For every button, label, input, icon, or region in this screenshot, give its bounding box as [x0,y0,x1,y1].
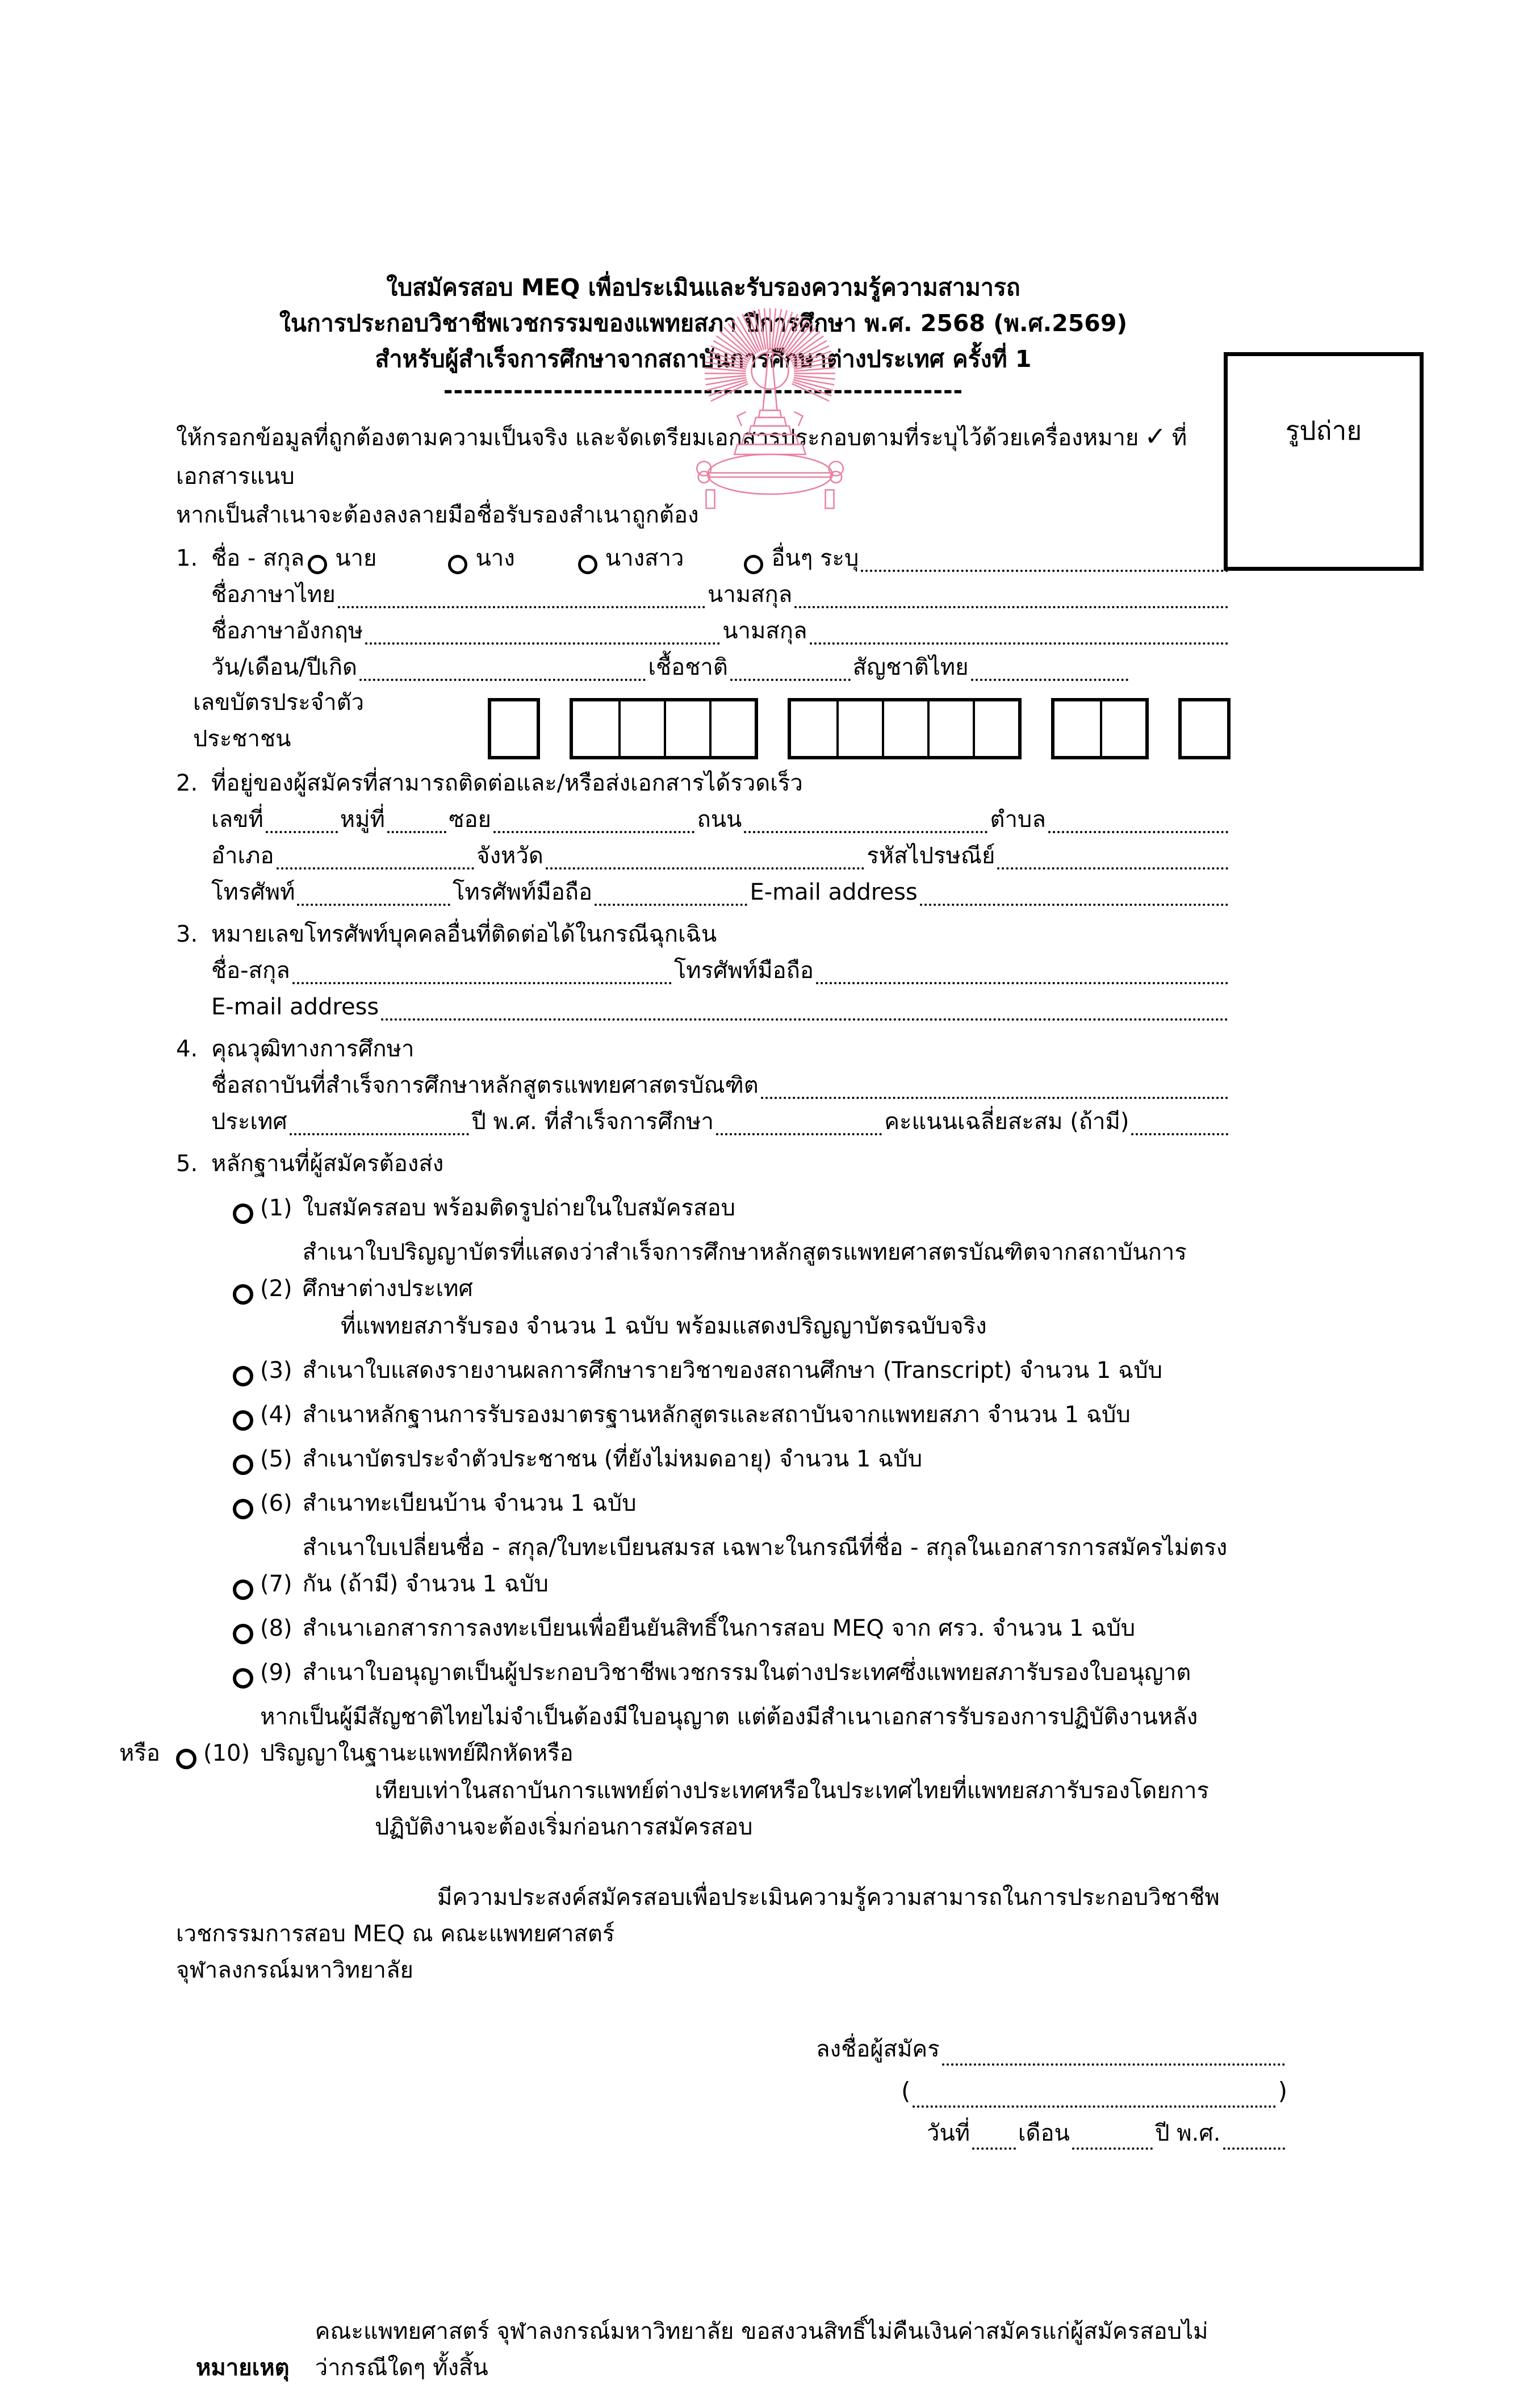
doc-8-number: (8) [260,1615,292,1641]
title-option-mr-label: นาย [335,545,377,571]
month-field[interactable] [1072,2142,1153,2150]
email-label: E-mail address [750,879,918,905]
section2-title-row [176,765,1231,801]
doc-2-text-cont: ที่แพทยสภารับรอง จำนวน 1 ฉบับ พร้อมแสดงปริญญาบัตรฉบับจริง [341,1313,987,1339]
doc-2-text: สำเนาใบปริญญาบัตรที่แสดงว่าสำเร็จการศึกษาหลักสูตรแพทยศาสตรบัณฑิตจากสถาบันการศึกษาต่างประเทศ [302,1239,1187,1302]
section3-number: 3. [176,921,198,947]
signature-label: ลงชื่อผู้สมัคร [816,2036,940,2062]
signature-date-row [927,2112,1287,2154]
country-label: ประเทศ [211,1109,287,1135]
id-digit-box[interactable] [1054,701,1100,756]
eng-name-field[interactable] [365,637,720,645]
mobile-field[interactable] [595,898,747,906]
radio-doc-3[interactable] [233,1366,253,1386]
doc-4-text: สำเนาหลักฐานการรับรองมาตรฐานหลักสูตรและสถาบันจากแพทยสภา จำนวน 1 ฉบับ [302,1402,1131,1428]
doc-1-number: (1) [260,1195,292,1221]
address-row3 [211,874,1231,910]
doc-6-number: (6) [260,1490,292,1516]
eng-surname-label: นามสกุล [722,618,807,644]
document-item-10 [119,1699,1231,1771]
check-mark-icon: ✓ [1144,421,1166,452]
radio-other[interactable] [744,555,763,574]
radio-doc-5[interactable] [233,1455,253,1475]
signature-block [816,2028,1287,2154]
eng-surname-field[interactable] [810,637,1228,645]
nationality-label: สัญชาติไทย [852,654,969,680]
id-digit-group [1178,698,1231,759]
thai-name-label: ชื่อภาษาไทย [211,582,336,608]
title-option-mr [304,540,376,576]
document-item-1 [176,1190,1231,1226]
postcode-field[interactable] [997,862,1228,870]
document-item-7 [176,1530,1231,1602]
id-digit-group [788,698,1022,759]
institution-field[interactable] [761,1091,1228,1099]
gpa-label: คะแนนเฉลี่ยสะสม (ถ้ามี) [884,1109,1129,1135]
closing-line1: มีความประสงค์สมัครสอบเพื่อประเมินความรู้ความสามารถในการประกอบวิชาชีพเวชกรรมการสอบ MEQ ณ คณะแพทยศาสตร์ [176,1884,1220,1947]
address-row2 [211,838,1231,874]
title-option-other-label: อื่นๆ ระบุ [771,545,859,571]
thai-name-field[interactable] [338,600,705,608]
radio-doc-1[interactable] [233,1204,253,1224]
doc-3-number: (3) [260,1357,292,1384]
amphoe-field[interactable] [277,862,474,870]
birthdate-label: วัน/เดือน/ปีเกิด [211,654,358,680]
doc-2-number: (2) [260,1276,292,1302]
tambon-label: ตำบล [990,807,1046,833]
section4-title-row [176,1031,1231,1067]
province-field[interactable] [546,862,864,870]
doc-1-text: ใบสมัครสอบ พร้อมติดรูปถ่ายในใบสมัครสอบ [302,1195,735,1221]
section3-title-row [176,916,1231,952]
birthdate-row [211,649,1231,686]
doc-9-number: (9) [260,1660,292,1686]
document-item-9 [176,1654,1231,1691]
id-digit-group [570,698,758,759]
section5-number: 5. [176,1151,198,1177]
section5-title: หลักฐานที่ผู้สมัครต้องส่ง [211,1151,444,1177]
document-item-2 [176,1234,1231,1307]
emergency-name-label: ชื่อ-สกุล [211,958,290,984]
country-field[interactable] [290,1127,470,1135]
form-title-line1: ใบสมัครสอบ MEQ เพื่อประเมินและรับรองความรู้ความสามารถ [386,274,1020,301]
thai-surname-label: นามสกุล [707,582,793,608]
title-option-other [740,540,859,576]
closing-statement [176,1879,1231,1988]
radio-miss[interactable] [578,555,597,574]
tambon-field[interactable] [1048,825,1228,833]
amphoe-label: อำเภอ [211,843,274,869]
title-separator: ---------------------------------------------------- [443,378,964,404]
eng-name-label: ชื่อภาษาอังกฤษ [211,618,363,644]
radio-doc-4[interactable] [233,1410,253,1431]
id-digit-box[interactable] [618,701,664,756]
national-id-boxes [488,698,1231,759]
doc-5-number: (5) [260,1446,292,1472]
doc-10-text: หากเป็นผู้มีสัญชาติไทยไม่จำเป็นต้องมีใบอนุญาต แต่ต้องมีสำเนาเอกสารรับรองการปฏิบัติงานหลังปริญญาในฐานะแพทย์ฝึกหัดหรือ [260,1704,1198,1766]
radio-mrs[interactable] [448,555,467,574]
paren-close: ) [1278,2077,1287,2105]
soi-label: ซอย [449,807,491,833]
document-item-6 [176,1485,1231,1522]
phone-label: โทรศัพท์ [211,879,295,905]
year-field[interactable] [1223,2142,1286,2150]
form-title-line3: สำหรับผู้สำเร็จการศึกษาจากสถาบันการศึกษาต่างประเทศ ครั้งที่ 1 [375,345,1032,373]
gpa-field[interactable] [1131,1127,1228,1135]
emergency-row1 [211,952,1231,989]
emergency-mobile-field[interactable] [816,976,1228,984]
document-item-5 [176,1441,1231,1477]
road-label: ถนน [697,807,742,833]
id-digit-box[interactable] [664,701,709,756]
footer-note [176,2313,1231,2386]
signature-name-row [901,2070,1287,2112]
signature-field[interactable] [942,2058,1285,2066]
section4-title: คุณวุฒิทางการศึกษา [211,1036,415,1062]
id-digit-box[interactable] [791,701,836,756]
email-field[interactable] [920,898,1228,906]
ethnicity-label: เชื้อชาติ [648,654,728,680]
section1-number: 1. [176,545,198,571]
form-title-line2: ในการประกอบวิชาชีพเวชกรรมของแพทยสภา ปีการศึกษา พ.ศ. 2568 (พ.ศ.2569) [279,310,1128,337]
id-digit-box[interactable] [573,701,618,756]
section2-title: ที่อยู่ของผู้สมัครที่สามารถติดต่อและ/หรือส่งเอกสารได้รวดเร็ว [211,770,803,796]
grad-year-field[interactable] [716,1127,882,1135]
national-id-row [176,690,1231,759]
title-option-miss [575,540,684,576]
road-field[interactable] [744,825,987,833]
radio-doc-9[interactable] [233,1668,253,1689]
doc-8-text: สำเนาเอกสารการลงทะเบียนเพื่อยืนยันสิทธิ์ในการสอบ MEQ จาก ศรว. จำนวน 1 ฉบับ [302,1615,1136,1641]
footer-note-label: หมายเหตุ [196,2355,290,2381]
section4-number: 4. [176,1036,198,1062]
mobile-label: โทรศัพท์มือถือ [452,879,593,905]
thai-surname-field[interactable] [794,600,1228,608]
emergency-row2 [211,989,1231,1025]
section1-title-row [176,540,1231,576]
instructions-line1-text: ให้กรอกข้อมูลที่ถูกต้องตามความเป็นจริง และจัดเตรียมเอกสารประกอบตามที่ระบุไว้ด้วยเครื่องหมาย [176,425,1139,451]
document-item-3 [176,1352,1231,1389]
phone-field[interactable] [297,898,450,906]
radio-mr[interactable] [308,555,327,574]
doc-10-prefix: หรือ [119,1740,160,1766]
doc-10-text-cont: เทียบเท่าในสถาบันการแพทย์ต่างประเทศหรือในประเทศไทยที่แพทยสภารับรองโดยการปฏิบัติงานจะต้องเริ่มก่อนการสมัครสอบ [375,1778,1209,1840]
radio-doc-6[interactable] [233,1499,253,1519]
title-option-mrs [445,540,514,576]
date-label: วันที่ [927,2120,970,2146]
other-title-field[interactable] [861,564,1228,572]
institution-label: ชื่อสถาบันที่สำเร็จการศึกษาหลักสูตรแพทยศาสตรบัณฑิต [211,1072,759,1098]
moo-field[interactable] [387,825,446,833]
doc-5-text: สำเนาบัตรประจำตัวประชาชน (ที่ยังไม่หมดอายุ) จำนวน 1 ฉบับ [302,1446,923,1472]
address-row1 [211,801,1231,838]
nationality-field[interactable] [971,673,1128,681]
doc-7-text: สำเนาใบเปลี่ยนชื่อ - สกุล/ใบทะเบียนสมรส เฉพาะในกรณีที่ชื่อ - สกุลในเอกสารการสมัครไม่ตรงกัน (ถ้ามี) จำนวน 1 ฉบับ [302,1535,1228,1597]
national-id-label: เลขบัตรประจำตัวประชาชน [193,690,365,752]
section1-title: ชื่อ - สกุล [211,545,305,571]
date-field[interactable] [972,2142,1016,2150]
closing-line2: จุฬาลงกรณ์มหาวิทยาลัย [176,1957,413,1983]
document-item-8 [176,1610,1231,1647]
eng-name-row [211,613,1231,649]
section2-number: 2. [176,770,198,796]
doc-4-number: (4) [260,1402,292,1428]
footer-note-text: คณะแพทยศาสตร์ จุฬาลงกรณ์มหาวิทยาลัย ขอสงวนสิทธิ์ไม่คืนเงินค่าสมัครแก่ผู้สมัครสอบไม่ว่ากรณีใดๆ ทั้งสิ้น [315,2318,1208,2381]
photo-box-label: รูปถ่าย [1285,415,1362,446]
birthdate-field[interactable] [359,673,646,681]
signature-name-field[interactable] [913,2100,1275,2108]
instructions-line2: หากเป็นสำเนาจะต้องลงลายมือชื่อรับรองสำเนาถูกต้อง [176,502,699,528]
emergency-email-field[interactable] [381,1013,1228,1021]
education-row2 [211,1104,1231,1140]
grad-year-label: ปี พ.ศ. ที่สำเร็จการศึกษา [471,1109,714,1135]
university-emblem [685,327,855,516]
education-row1 [211,1067,1231,1104]
id-digit-box[interactable] [1100,701,1145,756]
house-no-label: เลขที่ [211,807,263,833]
id-digit-group [1051,698,1149,759]
id-digit-box[interactable] [973,701,1018,756]
section3-title: หมายเลขโทรศัพท์บุคคลอื่นที่ติดต่อได้ในกรณีฉุกเฉิน [211,921,717,947]
thai-name-row [211,576,1231,613]
house-no-field[interactable] [266,825,338,833]
doc-10-number: (10) [203,1740,250,1766]
radio-doc-7[interactable] [233,1579,253,1600]
phra-kiao-emblem-icon [685,327,855,514]
id-digit-box[interactable] [1182,701,1227,756]
ethnicity-field[interactable] [730,673,851,681]
application-form-page [0,270,1540,2381]
doc-6-text: สำเนาทะเบียนบ้าน จำนวน 1 ฉบับ [302,1490,637,1516]
doc-3-text: สำเนาใบแสดงรายงานผลการศึกษารายวิชาของสถานศึกษา (Transcript) จำนวน 1 ฉบับ [302,1357,1163,1384]
soi-field[interactable] [493,825,694,833]
radio-doc-10[interactable] [176,1749,196,1769]
emergency-email-label: E-mail address [211,994,379,1020]
doc-9-text: สำเนาใบอนุญาตเป็นผู้ประกอบวิชาชีพเวชกรรมในต่างประเทศซึ่งแพทยสภารับรองใบอนุญาต [302,1660,1191,1686]
radio-doc-2[interactable] [233,1284,253,1305]
signature-row [816,2028,1287,2070]
title-option-miss-label: นางสาว [605,545,684,571]
moo-label: หมู่ที่ [340,807,385,833]
id-digit-box[interactable] [927,701,973,756]
month-label: เดือน [1018,2120,1070,2146]
document-item-4 [176,1397,1231,1433]
photo-box[interactable] [1224,352,1424,571]
id-digit-box[interactable] [491,701,537,756]
id-digit-group [488,698,540,759]
instructions-line1-tail: ที่เอกสารแนบ [176,425,1187,490]
paren-open: ( [901,2077,911,2105]
emergency-name-field[interactable] [292,976,672,984]
title-option-mrs-label: นาง [475,545,515,571]
emergency-mobile-label: โทรศัพท์มือถือ [673,958,814,984]
province-label: จังหวัด [476,843,543,869]
id-digit-box[interactable] [709,701,755,756]
postcode-label: รหัสไปรษณีย์ [867,843,995,869]
id-digit-box[interactable] [882,701,927,756]
id-digit-box[interactable] [836,701,882,756]
radio-doc-8[interactable] [233,1624,253,1644]
doc-7-number: (7) [260,1571,292,1597]
year-label: ปี พ.ศ. [1155,2120,1221,2146]
section5-title-row [176,1146,1231,1182]
